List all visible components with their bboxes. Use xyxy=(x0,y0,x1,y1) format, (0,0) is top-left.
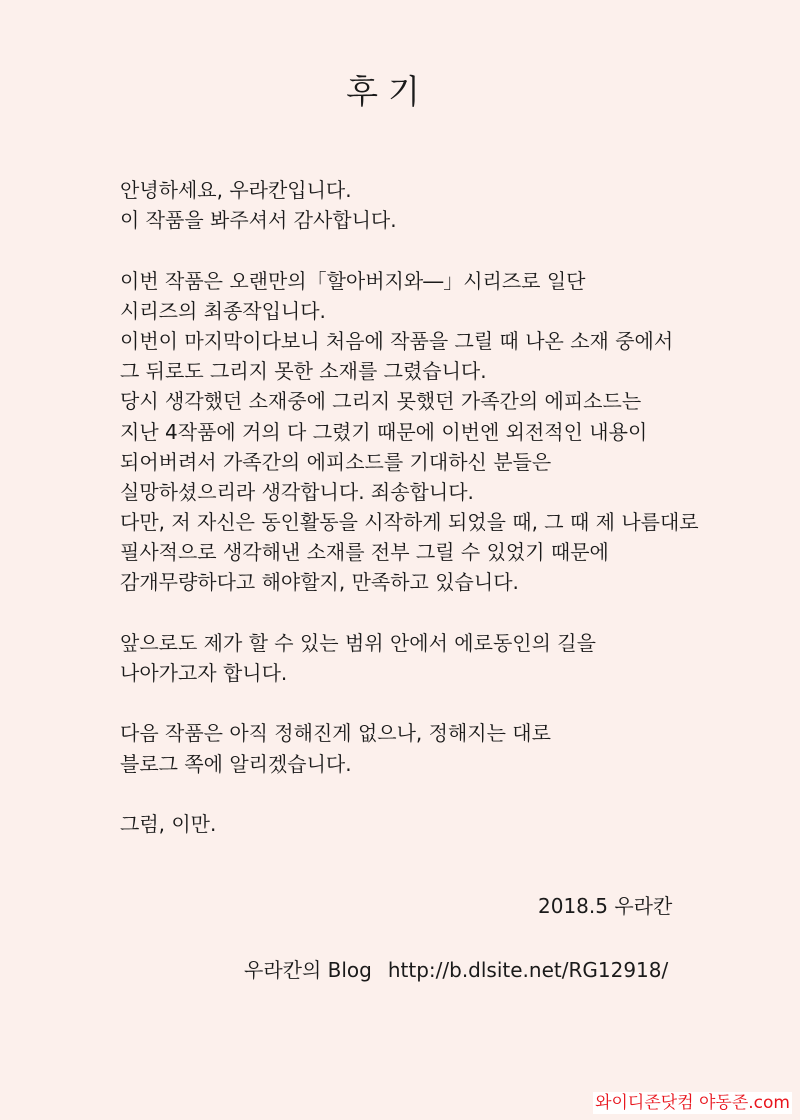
text-line: 실망하셨으리라 생각합니다. 죄송합니다. xyxy=(120,479,474,504)
paragraph-closing xyxy=(120,809,780,839)
paragraph-future xyxy=(120,628,780,688)
text-line: 이번이 마지막이다보니 처음에 작품을 그릴 때 나온 소재 중에서 xyxy=(120,328,674,353)
paragraph-series xyxy=(120,266,780,598)
paragraph-next-work xyxy=(120,718,780,778)
text-line: 그 뒤로도 그리지 못한 소재를 그렸습니다. xyxy=(120,359,487,384)
text-line: 이 작품을 봐주셔서 감사합니다. xyxy=(120,208,397,233)
text-line: 당시 생각했던 소재중에 그리지 못했던 가족간의 에피소드는 xyxy=(120,389,642,414)
blog-info xyxy=(244,956,668,984)
text-line: 나아가고자 합니다. xyxy=(120,661,288,685)
text-line: 그럼, 이만. xyxy=(120,811,217,836)
blog-url: http://b.dlsite.net/RG12918/ xyxy=(387,958,669,982)
watermark: 와이디존닷컴 야동존.com xyxy=(595,1093,790,1113)
text-line: 시리즈의 최종작입니다. xyxy=(120,298,326,323)
text-line: 다음 작품은 아직 정해진게 없으나, 정해지는 대로 xyxy=(120,721,551,746)
paragraph-gap xyxy=(120,779,780,809)
text-line: 되어버려서 가족간의 에피소드를 기대하신 분들은 xyxy=(120,449,552,474)
paragraph-greeting xyxy=(120,175,780,235)
text-line: 필사적으로 생각해낸 소재를 전부 그릴 수 있었기 때문에 xyxy=(120,540,609,565)
text-line: 안녕하세요, 우라칸입니다. xyxy=(120,178,352,202)
paragraph-gap xyxy=(120,235,780,265)
blog-label: 우라칸의 Blog xyxy=(244,958,372,982)
signature-date: 2018.5 우라칸 xyxy=(538,894,673,918)
text-line: 이번 작품은 오랜만의「할아버지와―」시리즈로 일단 xyxy=(120,268,586,293)
paragraph-gap xyxy=(120,598,780,628)
text-line: 감개무량하다고 해야할지, 만족하고 있습니다. xyxy=(120,570,519,595)
text-line: 블로그 쪽에 알리겠습니다. xyxy=(120,751,352,776)
text-line: 다만, 저 자신은 동인활동을 시작하게 되었을 때, 그 때 제 나름대로 xyxy=(120,510,699,535)
afterword-body xyxy=(120,175,780,839)
paragraph-gap xyxy=(120,688,780,718)
text-line: 지난 4작품에 거의 다 그렸기 때문에 이번엔 외전적인 내용이 xyxy=(120,419,648,444)
text-line: 앞으로도 제가 할 수 있는 범위 안에서 에로동인의 길을 xyxy=(120,630,596,655)
page-title: 후기 xyxy=(346,72,430,111)
